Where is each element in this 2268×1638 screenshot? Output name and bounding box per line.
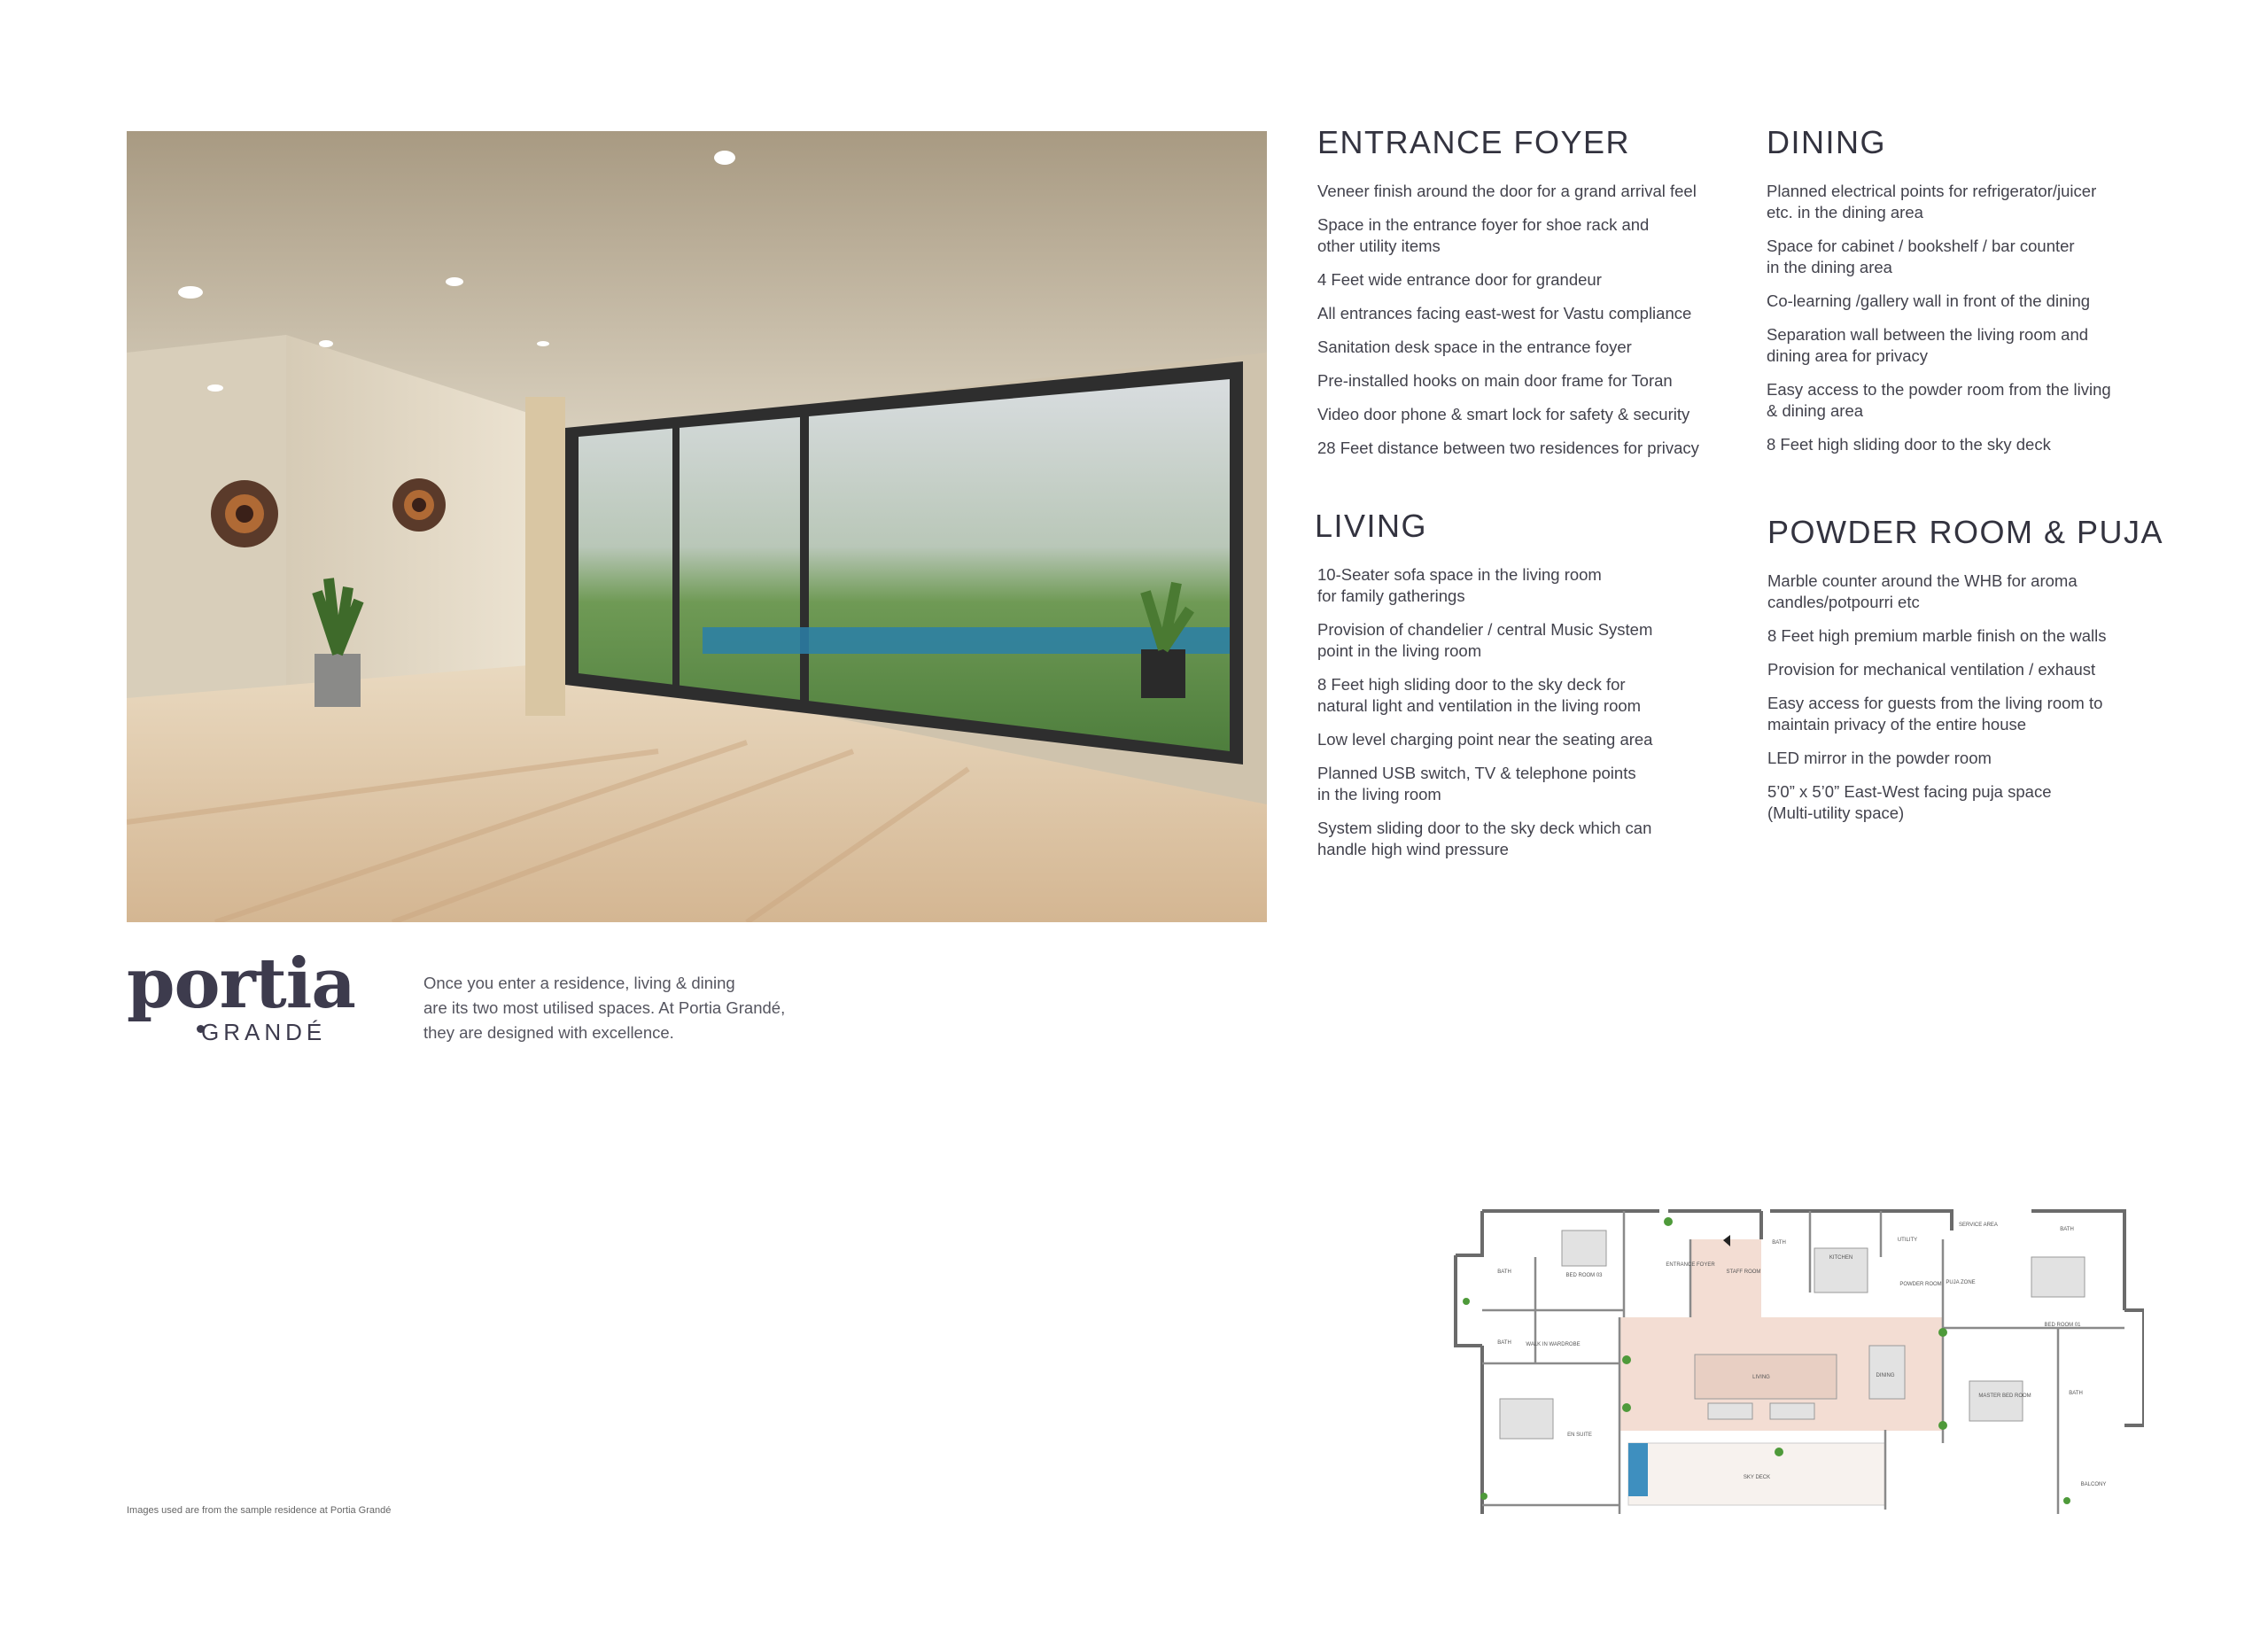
list-item: 10-Seater sofa space in the living room for family gatherings (1317, 565, 1602, 605)
dining-list (1767, 181, 2174, 455)
list-item: 8 Feet high sliding door to the sky deck for natural light and ventilation in the living room (1317, 675, 1642, 715)
powder-room-label: POWDER ROOM (1899, 1282, 1942, 1287)
living-heading: LIVING (1315, 508, 1428, 544)
list-item: Planned electrical points for refrigerator/juicer etc. in the dining area (1767, 182, 2097, 221)
bedroom-3-label: BED ROOM 03 (1565, 1273, 1603, 1278)
bath-label: BATH (1772, 1240, 1786, 1246)
walkin-wardrobe-label: WALK IN WARDROBE (1526, 1342, 1581, 1347)
sky-deck-label: SKY DECK (1743, 1475, 1771, 1480)
service-area-label: SERVICE AREA (1959, 1223, 1998, 1228)
living-list (1317, 564, 1731, 860)
dining-section (1767, 124, 2174, 468)
bath-label: BATH (1497, 1269, 1511, 1275)
list-item: Separation wall between the living room and dining area for privacy (1767, 325, 2089, 365)
entrance-foyer-heading: ENTRANCE FOYER (1317, 124, 1631, 160)
list-item: Pre-installed hooks on main door frame for Toran (1317, 371, 1673, 390)
portia-grande-logo (127, 943, 384, 1047)
intro-text: Once you enter a residence, living & dining are its two most utilised spaces. At Portia Grandé, they are designed with excellence. (423, 974, 786, 1042)
list-item: 4 Feet wide entrance door for grandeur (1317, 270, 1602, 289)
list-item: Sanitation desk space in the entrance foyer (1317, 338, 1632, 356)
kitchen-label: KITCHEN (1829, 1255, 1853, 1261)
list-item: Provision for mechanical ventilation / exhaust (1767, 660, 2096, 679)
ensuite-label: EN SUITE (1567, 1432, 1592, 1438)
bath-label: BATH (1497, 1340, 1511, 1346)
list-item: System sliding door to the sky deck which can handle high wind pressure (1317, 819, 1652, 858)
list-item: 5’0” x 5’0” East-West facing puja space (Multi-utility space) (1767, 782, 2052, 822)
image-disclaimer: Images used are from the sample residence at Portia Grandé (127, 1505, 392, 1516)
dining-label: DINING (1876, 1373, 1895, 1378)
list-item: Video door phone & smart lock for safety & security (1317, 405, 1690, 423)
list-item: Marble counter around the WHB for aroma candles/potpourri etc (1767, 571, 2078, 611)
balcony-label: BALCONY (2080, 1482, 2107, 1487)
list-item: Veneer finish around the door for a grand arrival feel (1317, 182, 1697, 200)
list-item: 28 Feet distance between two residences for privacy (1317, 439, 1699, 457)
powder-room-puja-heading: POWDER ROOM & PUJA (1767, 514, 2164, 550)
entrance-foyer-list (1317, 181, 1734, 459)
master-bedroom-label: MASTER BED ROOM (1978, 1393, 2031, 1399)
logo-wordmark: portia (127, 943, 355, 1024)
list-item: Easy access to the powder room from the living & dining area (1767, 380, 2111, 420)
list-item: All entrances facing east-west for Vastu compliance (1317, 304, 1692, 322)
entrance-foyer-section (1317, 124, 1734, 471)
bedroom-1-label: BED ROOM 01 (2044, 1323, 2081, 1328)
powder-room-puja-list (1767, 571, 2228, 824)
utility-label: UTILITY (1897, 1238, 1918, 1243)
bath-label: BATH (2060, 1227, 2074, 1232)
floor-plan (1438, 1204, 2144, 1514)
list-item: Provision of chandelier / central Music System point in the living room (1317, 620, 1653, 660)
living-label: LIVING (1752, 1375, 1770, 1380)
list-item: Planned USB switch, TV & telephone points in the living room (1317, 764, 1636, 803)
living-room-photo (127, 131, 1267, 922)
list-item: 8 Feet high premium marble finish on the walls (1767, 626, 2107, 645)
bath-label: BATH (2069, 1391, 2083, 1396)
list-item: 8 Feet high sliding door to the sky deck (1767, 435, 2051, 454)
list-item: Low level charging point near the seating area (1317, 730, 1653, 749)
list-item: Space in the entrance foyer for shoe rack and other utility items (1317, 215, 1650, 255)
list-item: Co-learning /gallery wall in front of the dining (1767, 291, 2091, 310)
living-section (1315, 508, 1731, 873)
powder-room-puja-section (1767, 514, 2228, 836)
puja-zone-label: PUJA ZONE (1946, 1280, 1976, 1285)
entrance-foyer-label: ENTRANCE FOYER (1666, 1262, 1715, 1268)
dining-heading: DINING (1767, 124, 1886, 160)
list-item: LED mirror in the powder room (1767, 749, 1992, 767)
list-item: Space for cabinet / bookshelf / bar counter in the dining area (1767, 237, 2075, 276)
logo-subtitle: GRANDÉ (201, 1019, 327, 1045)
staff-room-label: STAFF ROOM (1726, 1269, 1761, 1275)
list-item: Easy access for guests from the living room to maintain privacy of the entire house (1767, 694, 2103, 734)
